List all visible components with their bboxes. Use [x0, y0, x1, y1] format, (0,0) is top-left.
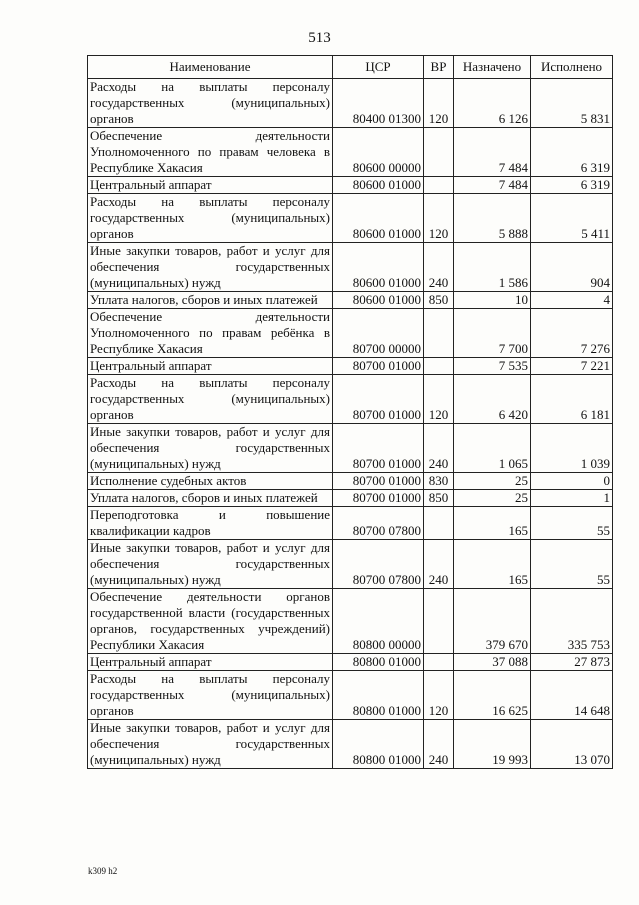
row-executed: 13 070	[531, 720, 613, 769]
row-assigned: 37 088	[454, 654, 531, 671]
row-assigned: 19 993	[454, 720, 531, 769]
row-executed: 904	[531, 243, 613, 292]
row-vr: 240	[424, 424, 454, 473]
row-executed: 0	[531, 473, 613, 490]
row-executed: 7 221	[531, 358, 613, 375]
table-row	[88, 720, 613, 769]
row-csr: 80800 01000	[333, 720, 424, 769]
row-executed: 6 319	[531, 177, 613, 194]
row-name: Уплата налогов, сборов и иных платежей	[88, 490, 333, 507]
table-row	[88, 375, 613, 424]
row-vr: 120	[424, 79, 454, 128]
row-csr: 80600 01000	[333, 292, 424, 309]
row-name: Обеспечение деятельности Уполномоченного по правам ребёнка в Республике Хакасия	[88, 309, 333, 358]
header-vr: ВР	[424, 56, 454, 79]
row-csr: 80800 01000	[333, 671, 424, 720]
row-name: Переподготовка и повышение квалификации кадров	[88, 507, 333, 540]
row-csr: 80700 01000	[333, 358, 424, 375]
row-csr: 80700 01000	[333, 375, 424, 424]
row-csr: 80600 01000	[333, 243, 424, 292]
row-name: Иные закупки товаров, работ и услуг для обеспечения государственных (муниципальных) нужд	[88, 540, 333, 589]
row-csr: 80400 01300	[333, 79, 424, 128]
table-row	[88, 243, 613, 292]
row-name: Центральный аппарат	[88, 358, 333, 375]
table-row	[88, 128, 613, 177]
row-name: Центральный аппарат	[88, 177, 333, 194]
row-assigned: 7 484	[454, 177, 531, 194]
row-vr	[424, 358, 454, 375]
header-executed: Исполнено	[531, 56, 613, 79]
row-csr: 80800 01000	[333, 654, 424, 671]
row-vr: 120	[424, 375, 454, 424]
footer-code: k309 h2	[88, 866, 118, 876]
row-vr	[424, 589, 454, 654]
header-assigned: Назначено	[454, 56, 531, 79]
row-assigned: 6 126	[454, 79, 531, 128]
row-name: Иные закупки товаров, работ и услуг для обеспечения государственных (муниципальных) нужд	[88, 243, 333, 292]
table-row	[88, 292, 613, 309]
table-row	[88, 540, 613, 589]
header-csr: ЦСР	[333, 56, 424, 79]
row-name: Обеспечение деятельности органов государственной власти (государственных органов, государственных учреждений) Республики Хакасия	[88, 589, 333, 654]
row-vr	[424, 507, 454, 540]
table-row	[88, 424, 613, 473]
row-assigned: 25	[454, 473, 531, 490]
row-csr: 80600 00000	[333, 128, 424, 177]
row-name: Расходы на выплаты персоналу государственных (муниципальных) органов	[88, 375, 333, 424]
row-executed: 1	[531, 490, 613, 507]
row-name: Обеспечение деятельности Уполномоченного по правам человека в Республике Хакасия	[88, 128, 333, 177]
table-row	[88, 309, 613, 358]
row-csr: 80700 00000	[333, 309, 424, 358]
table-row	[88, 671, 613, 720]
row-executed: 5 831	[531, 79, 613, 128]
row-executed: 7 276	[531, 309, 613, 358]
row-csr: 80700 07800	[333, 507, 424, 540]
row-vr: 830	[424, 473, 454, 490]
table-row	[88, 194, 613, 243]
row-name: Иные закупки товаров, работ и услуг для обеспечения государственных (муниципальных) нужд	[88, 424, 333, 473]
table-row	[88, 654, 613, 671]
row-assigned: 25	[454, 490, 531, 507]
row-csr: 80700 01000	[333, 424, 424, 473]
row-csr: 80700 01000	[333, 473, 424, 490]
page-number: 513	[308, 30, 331, 46]
row-assigned: 7 535	[454, 358, 531, 375]
row-executed: 5 411	[531, 194, 613, 243]
row-assigned: 6 420	[454, 375, 531, 424]
row-vr	[424, 128, 454, 177]
row-assigned: 165	[454, 540, 531, 589]
row-assigned: 7 484	[454, 128, 531, 177]
row-vr: 120	[424, 671, 454, 720]
row-executed: 27 873	[531, 654, 613, 671]
header-row	[88, 56, 613, 79]
table-body	[88, 79, 613, 769]
row-vr: 240	[424, 243, 454, 292]
row-assigned: 379 670	[454, 589, 531, 654]
header-name: Наименование	[88, 56, 333, 79]
table-row	[88, 490, 613, 507]
row-executed: 335 753	[531, 589, 613, 654]
row-assigned: 5 888	[454, 194, 531, 243]
table-header	[88, 56, 613, 79]
row-name: Расходы на выплаты персоналу государственных (муниципальных) органов	[88, 194, 333, 243]
row-assigned: 165	[454, 507, 531, 540]
row-executed: 6 319	[531, 128, 613, 177]
row-name: Иные закупки товаров, работ и услуг для обеспечения государственных (муниципальных) нужд	[88, 720, 333, 769]
row-csr: 80600 01000	[333, 194, 424, 243]
row-name: Уплата налогов, сборов и иных платежей	[88, 292, 333, 309]
row-executed: 1 039	[531, 424, 613, 473]
table-row	[88, 473, 613, 490]
row-vr	[424, 309, 454, 358]
row-name: Расходы на выплаты персоналу государственных (муниципальных) органов	[88, 79, 333, 128]
row-vr: 240	[424, 720, 454, 769]
row-name: Исполнение судебных актов	[88, 473, 333, 490]
row-executed: 6 181	[531, 375, 613, 424]
row-vr: 120	[424, 194, 454, 243]
row-csr: 80700 01000	[333, 490, 424, 507]
row-vr	[424, 177, 454, 194]
row-name: Расходы на выплаты персоналу государственных (муниципальных) органов	[88, 671, 333, 720]
table-row	[88, 358, 613, 375]
row-assigned: 10	[454, 292, 531, 309]
table-row	[88, 507, 613, 540]
row-name: Центральный аппарат	[88, 654, 333, 671]
table-row	[88, 177, 613, 194]
row-vr: 240	[424, 540, 454, 589]
row-assigned: 1 586	[454, 243, 531, 292]
row-assigned: 7 700	[454, 309, 531, 358]
row-vr: 850	[424, 292, 454, 309]
row-vr	[424, 654, 454, 671]
row-csr: 80700 07800	[333, 540, 424, 589]
row-executed: 4	[531, 292, 613, 309]
row-executed: 14 648	[531, 671, 613, 720]
row-executed: 55	[531, 507, 613, 540]
row-vr: 850	[424, 490, 454, 507]
row-executed: 55	[531, 540, 613, 589]
row-csr: 80800 00000	[333, 589, 424, 654]
table-row	[88, 589, 613, 654]
table-row	[88, 79, 613, 128]
budget-table	[87, 55, 613, 769]
row-assigned: 16 625	[454, 671, 531, 720]
row-csr: 80600 01000	[333, 177, 424, 194]
row-assigned: 1 065	[454, 424, 531, 473]
